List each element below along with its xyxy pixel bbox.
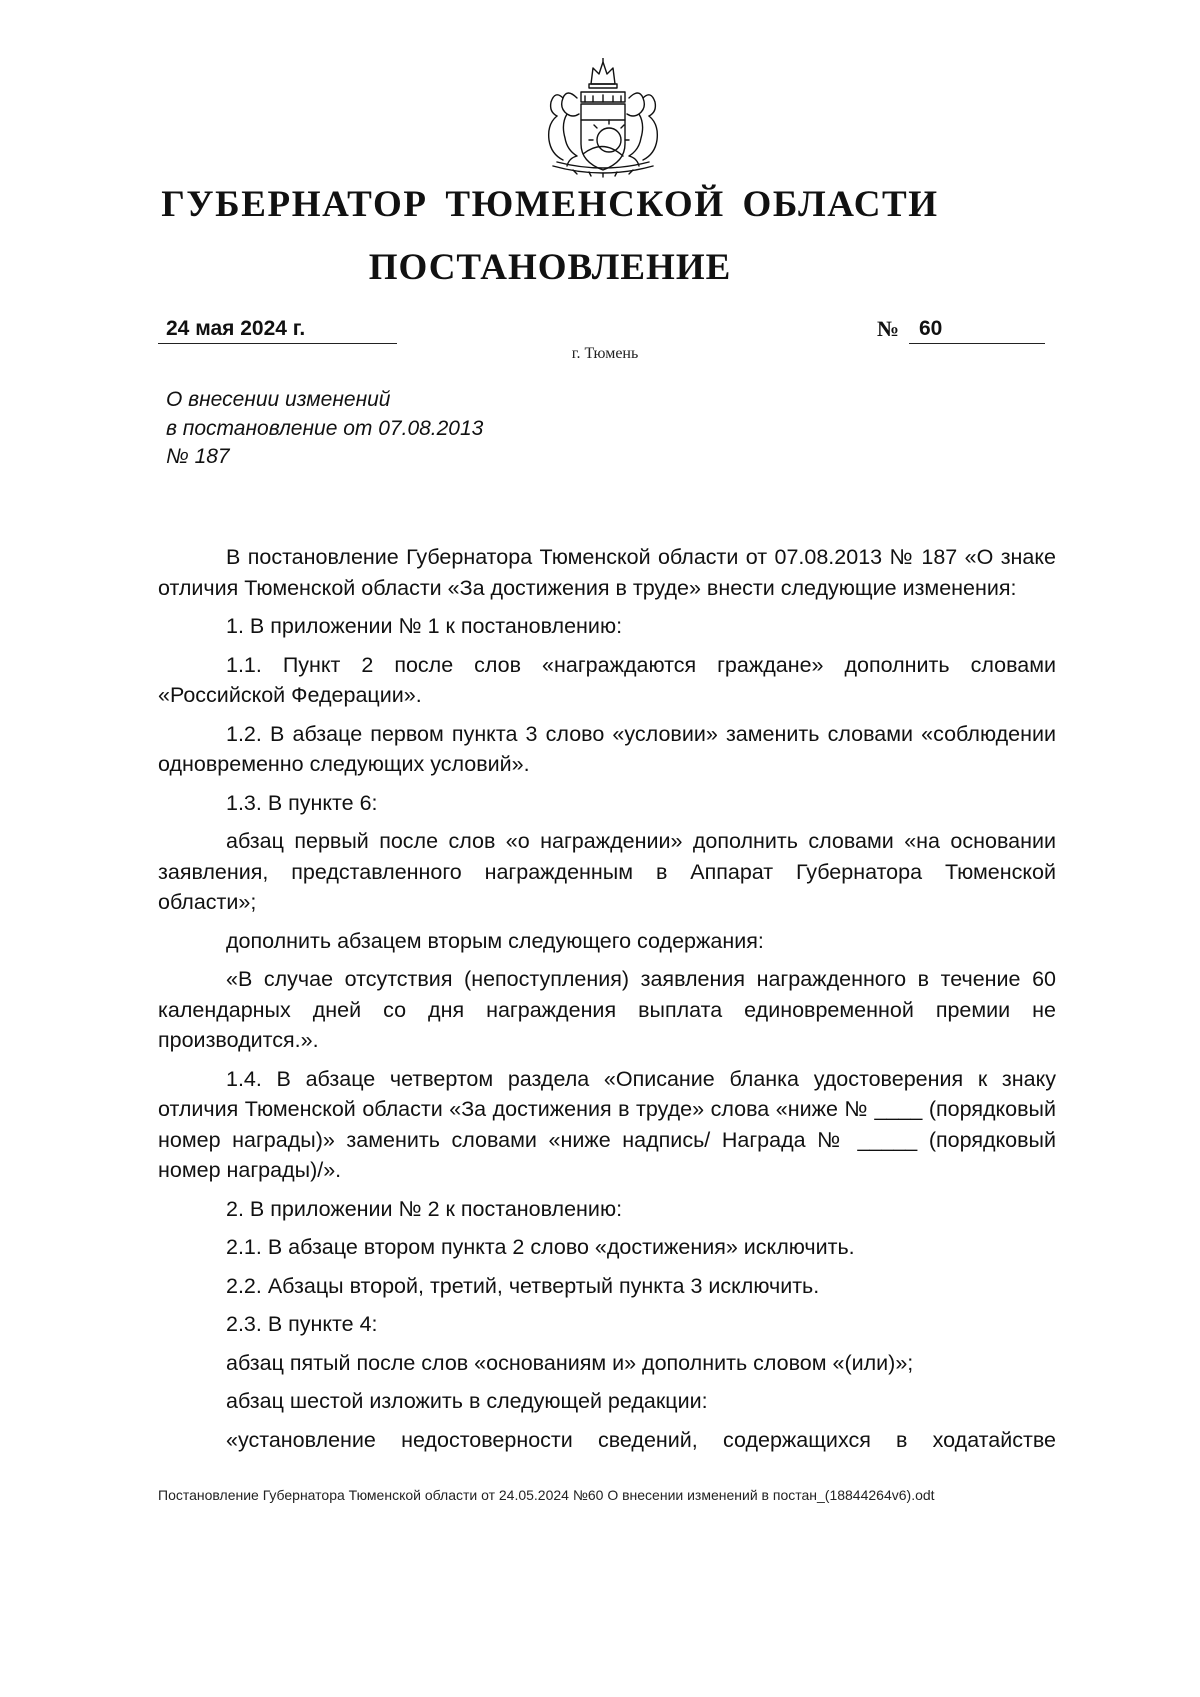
document-number: 60 (909, 314, 1045, 344)
body-paragraph: 2. В приложении № 2 к постановлению: (226, 1196, 623, 1221)
subject-line: в постановление от 07.08.2013 (166, 416, 484, 440)
organization-title: ГУБЕРНАТОР ТЮМЕНСКОЙ ОБЛАСТИ (161, 184, 939, 225)
body-paragraph: 1.1. Пункт 2 после слов «награждаются граждане» дополнить словами «Российской Федерации». (158, 652, 1056, 707)
body-paragraph: абзац первый после слов «о награждении» дополнить словами «на основании заявления, представленного награжденным в Аппарат Губернатора Тюменской области»; (158, 829, 1056, 914)
document-body (158, 542, 1056, 1455)
body-paragraph: абзац пятый после слов «основаниям и» дополнить словом «(или)»; (226, 1350, 914, 1375)
body-paragraph: 1.3. В пункте 6: (226, 790, 378, 815)
document-date: 24 мая 2024 г. (158, 314, 397, 344)
subject-line: № 187 (166, 445, 230, 468)
document-type-title: ПОСТАНОВЛЕНИЕ (368, 247, 732, 288)
number-sign: № (877, 316, 900, 341)
subject-line: О внесении изменений (166, 388, 391, 411)
body-paragraph: 2.1. В абзаце втором пункта 2 слово «достижения» исключить. (226, 1235, 855, 1259)
body-paragraph: «В случае отсутствия (непоступления) заявления награжденного в течение 60 календарных дней со дня награждения выплата единовременной премии не производится.». (158, 967, 1056, 1052)
body-paragraph: 2.2. Абзацы второй, третий, четвертый пункта 3 исключить. (226, 1273, 820, 1298)
body-paragraph: В постановление Губернатора Тюменской области от 07.08.2013 № 187 «О знаке отличия Тюменской области «За достижения в труде» внести следующие изменения: (158, 545, 1056, 600)
document-footer: Постановление Губернатора Тюменской области от 24.05.2024 №60 О внесении изменений в постан_(18844264v6).odt (158, 1487, 935, 1503)
body-paragraph: дополнить абзацем вторым следующего содержания: (226, 928, 764, 953)
body-paragraph: 1.2. В абзаце первом пункта 3 слово «условии» заменить словами «соблюдении одновременно следующих условий». (158, 721, 1056, 776)
body-paragraph: «установление недостоверности сведений, содержащихся в ходатайстве (226, 1427, 1056, 1452)
body-paragraph: 1. В приложении № 1 к постановлению: (226, 614, 623, 638)
body-paragraph: абзац шестой изложить в следующей редакции: (226, 1389, 708, 1413)
tyumen-oblast-coat-of-arms-icon (533, 58, 673, 178)
body-paragraph: 1.4. В абзаце четвертом раздела «Описание бланка удостоверения к знаку отличия Тюменской области «За достижения в труде» слова «ниже № ____ (порядковый номер награды)» заменить словами «ниже надпись/ Награда № _____ (порядковый номер награды)/». (158, 1066, 1056, 1182)
document-subject (166, 386, 483, 472)
city-name: г. Тюмень (571, 345, 639, 362)
body-paragraph: 2.3. В пункте 4: (226, 1312, 378, 1336)
